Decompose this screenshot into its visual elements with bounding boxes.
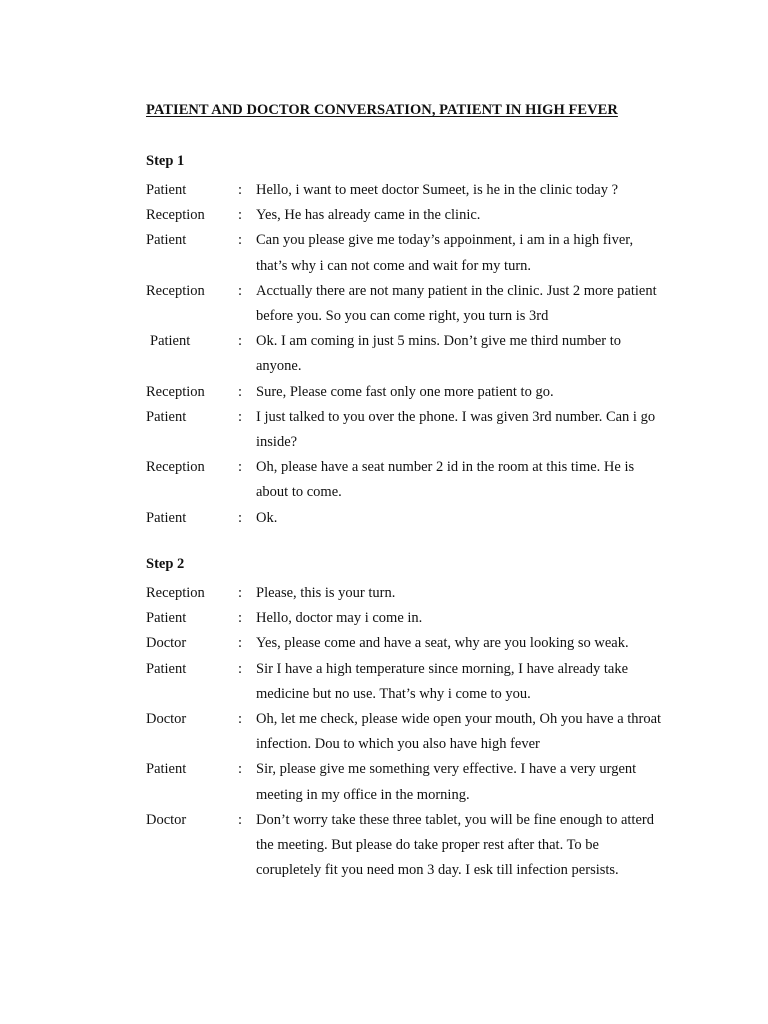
utterance-text: Yes, please come and have a seat, why are you looking so weak.	[256, 635, 629, 652]
speaker-colon: :	[238, 232, 243, 249]
speaker-label: Doctor	[146, 711, 187, 728]
utterance-text: Sir, please give me something very effective. I have a very urgent meeting in my office in the morning.	[256, 761, 637, 803]
utterance-text: Ok. I am coming in just 5 mins. Don’t give me third number to anyone.	[256, 333, 622, 375]
dialogue-line	[0, 405, 768, 455]
speaker-label: Patient	[146, 182, 187, 198]
dialogue-line	[0, 228, 768, 278]
dialogue-line	[0, 455, 768, 505]
speaker-label: Reception	[146, 207, 205, 224]
dialogue-line	[0, 329, 768, 379]
speaker-label: Reception	[146, 383, 205, 400]
speaker-colon: :	[238, 761, 243, 778]
utterance-text: Hello, doctor may i come in.	[256, 610, 423, 627]
speaker-colon: :	[238, 610, 243, 627]
speaker-colon: :	[238, 711, 243, 728]
dialogue-line	[0, 279, 768, 329]
step-1-dialogue	[0, 178, 768, 531]
speaker-colon: :	[238, 383, 243, 400]
utterance-text: Don’t worry take these three tablet, you will be fine enough to atterd the meeting. But please do take proper rest after that. To be corupletely fit you need mon 3 day. I esk till infection persists.	[256, 811, 654, 879]
speaker-label: Patient	[146, 509, 187, 526]
dialogue-line	[0, 506, 768, 531]
speaker-colon: :	[238, 635, 243, 652]
step-2-dialogue	[0, 581, 768, 883]
utterance-text: Oh, please have a seat number 2 id in the room at this time. He is about to come.	[256, 459, 635, 501]
utterance-text: Sure, Please come fast only one more patient to go.	[256, 383, 554, 400]
speaker-colon: :	[238, 509, 243, 526]
dialogue-line	[0, 757, 768, 807]
utterance-text: Can you please give me today’s appoinment, i am in a high fiver, that’s why i can not come and wait for my turn.	[256, 232, 634, 274]
speaker-colon: :	[238, 459, 243, 476]
speaker-label: Reception	[146, 585, 205, 601]
dialogue-line	[0, 178, 768, 203]
step-2-heading: Step 2	[146, 556, 185, 572]
speaker-label: Doctor	[146, 811, 187, 828]
utterance-text: Ok.	[256, 509, 278, 526]
speaker-label: Patient	[150, 333, 191, 350]
step-1-heading: Step 1	[146, 153, 185, 169]
speaker-label: Reception	[146, 459, 205, 476]
dialogue-line	[0, 707, 768, 757]
speaker-colon: :	[238, 182, 243, 198]
dialogue-line	[0, 808, 768, 884]
speaker-label: Doctor	[146, 635, 187, 652]
utterance-text: I just talked to you over the phone. I was given 3rd number. Can i go inside?	[256, 408, 656, 451]
dialogue-line	[0, 606, 768, 631]
utterance-text: Please, this is your turn.	[256, 585, 396, 601]
document-title: PATIENT AND DOCTOR CONVERSATION, PATIENT IN HIGH FEVER	[146, 102, 618, 118]
speaker-label: Patient	[146, 408, 187, 425]
dialogue-line	[0, 380, 768, 405]
speaker-label: Reception	[146, 282, 205, 299]
speaker-colon: :	[238, 333, 243, 350]
speaker-label: Patient	[146, 660, 187, 677]
speaker-colon: :	[238, 282, 243, 299]
utterance-text: Oh, let me check, please wide open your mouth, Oh you have a throat infection. Dou to which you also have high fever	[256, 711, 662, 753]
speaker-colon: :	[238, 585, 243, 601]
dialogue-line	[0, 631, 768, 656]
dialogue-line	[0, 657, 768, 707]
utterance-text: Hello, i want to meet doctor Sumeet, is he in the clinic today ?	[256, 182, 619, 198]
speaker-label: Patient	[146, 610, 187, 627]
speaker-colon: :	[238, 811, 243, 828]
speaker-colon: :	[238, 660, 243, 677]
speaker-label: Patient	[146, 232, 187, 249]
utterance-text: Acctually there are not many patient in the clinic. Just 2 more patient before you. So you can come right, you turn is 3rd	[256, 282, 657, 325]
speaker-colon: :	[238, 408, 243, 425]
dialogue-line	[0, 203, 768, 228]
dialogue-line	[0, 581, 768, 606]
speaker-label: Patient	[146, 761, 187, 778]
speaker-colon: :	[238, 207, 243, 224]
utterance-text: Yes, He has already came in the clinic.	[256, 207, 481, 224]
utterance-text: Sir I have a high temperature since morning, I have already take medicine but no use. That’s why i come to you.	[256, 660, 629, 702]
